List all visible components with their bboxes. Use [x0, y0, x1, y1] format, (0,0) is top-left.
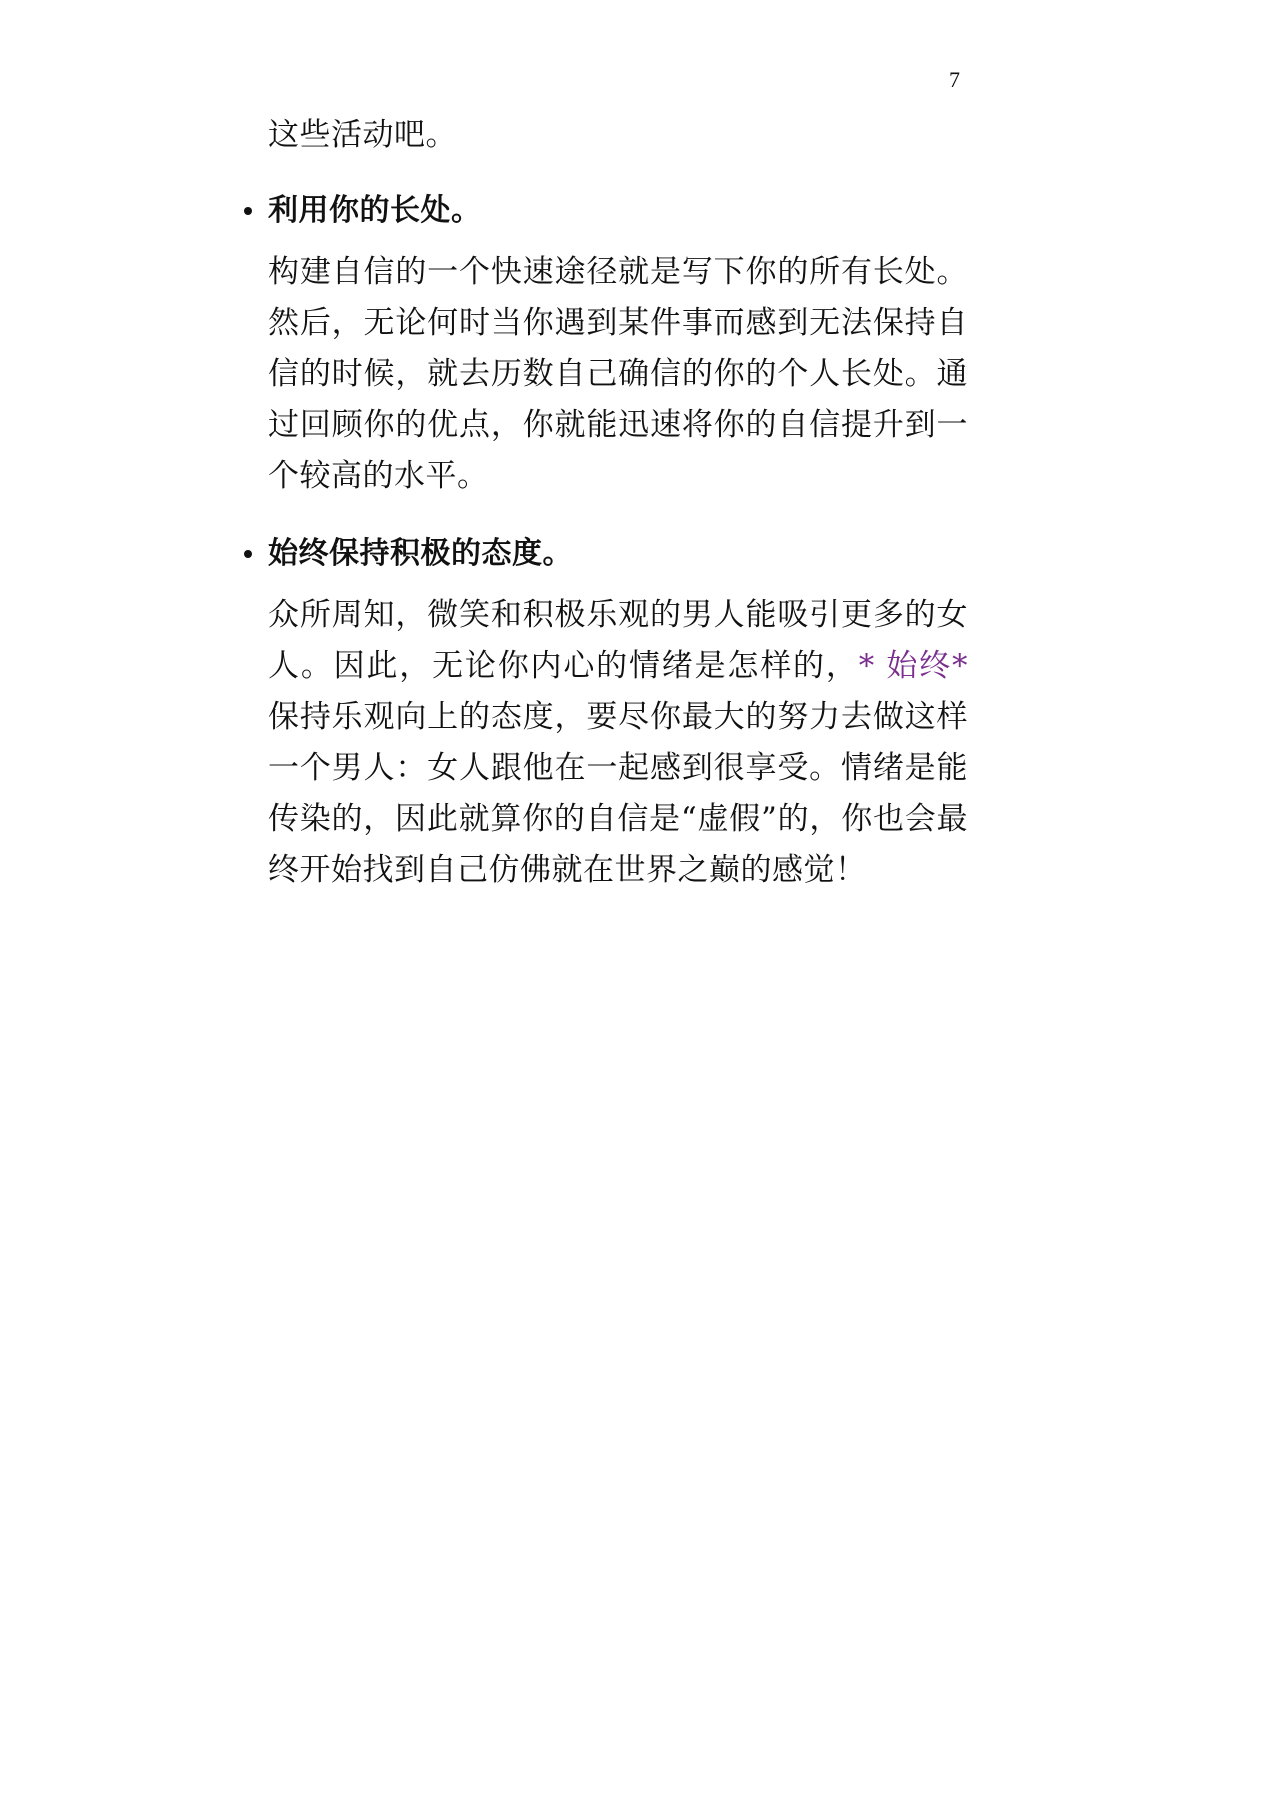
body-text-after: 保持乐观向上的态度，要尽你最大的努力去做这样一个男人：女人跟他在一起感到很享受。情绪是能传染的，因此就算你的自信是“虚假”的，你也会最终开始找到自己仿佛就在世界之巅的感觉！ — [268, 699, 968, 888]
continuation-paragraph: 这些活动吧。 — [268, 117, 457, 153]
bullet-heading-strengths — [268, 189, 968, 233]
emphasized-text: * 始终* — [858, 648, 969, 684]
section-body-strengths: 构建自信的一个快速途径就是写下你的所有长处。然后，无论何时当你遇到某件事而感到无法保持自信的时候，就去历数自己确信的你的个人长处。通过回顾你的优点，你就能迅速将你的自信提升到一个较高的水平。 — [268, 254, 968, 494]
bullet-dot-icon — [244, 207, 252, 215]
bullet-heading-text: 利用你的长处。 — [268, 193, 482, 228]
page-content — [268, 110, 968, 926]
bullet-dot-icon — [244, 550, 252, 558]
page-number: 7 — [949, 67, 960, 92]
body-text-before: 众所周知，微笑和积极乐观的男人能吸引更多的女人。因此，无论你内心的情绪是怎样的， — [268, 597, 968, 684]
section-body-positive-attitude — [268, 590, 968, 896]
bullet-heading-text: 始终保持积极的态度。 — [268, 536, 573, 571]
bullet-heading-positive-attitude — [268, 532, 968, 576]
